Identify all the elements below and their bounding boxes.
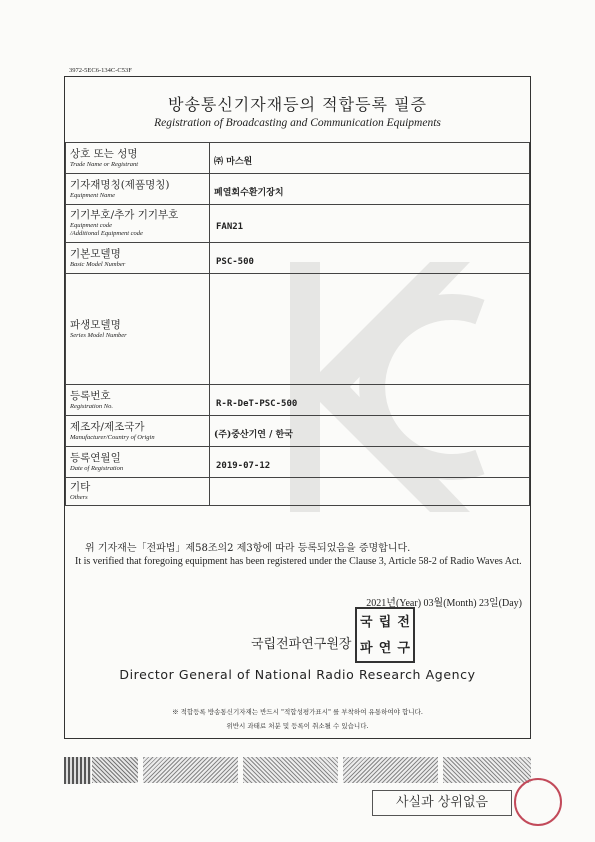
row-label-ko: 등록연월일 xyxy=(70,451,121,464)
row-label-en: Date of Registration xyxy=(70,464,124,472)
seal-char: 국 xyxy=(360,614,373,630)
others-value xyxy=(214,490,216,500)
table-row xyxy=(66,385,530,416)
issuer-title-en: Director General of National Radio Research Agency xyxy=(119,667,476,682)
table-row xyxy=(66,478,530,506)
table-row xyxy=(66,174,530,205)
row-label-ko: 제조자/제조국가 xyxy=(70,420,145,433)
row-label-en: Series Model Number xyxy=(70,331,127,339)
certification-statement-ko: 위 기자재는「전파법」제58조의2 제3항에 따라 등록되었음을 증명합니다. xyxy=(85,543,411,554)
barcode-icon xyxy=(92,757,138,783)
table-row xyxy=(66,274,530,385)
row-label-en: Basic Model Number xyxy=(70,260,126,268)
equipment-name-value: 폐열회수환기장치 xyxy=(214,187,284,198)
seal-char: 립 xyxy=(378,614,392,630)
verification-stamp: 사실과 상위없음 xyxy=(372,790,512,816)
row-label-ko: 기기부호/추가 기기부호 xyxy=(70,209,179,221)
series-model-value xyxy=(214,328,216,338)
trade-name-value: ㈜ 마스원 xyxy=(214,156,253,167)
table-row xyxy=(66,205,530,243)
title-korean: 방송통신기자재등의 적합등록 필증 xyxy=(167,95,427,114)
row-label-ko: 등록번호 xyxy=(70,389,111,402)
seal-char: 구 xyxy=(397,640,410,656)
official-seal xyxy=(355,607,415,663)
row-label-ko: 기본모델명 xyxy=(70,247,121,260)
basic-model-value: PSC-500 xyxy=(216,256,254,267)
row-label-ko: 상호 또는 성명 xyxy=(70,147,138,160)
equipment-code-value: FAN21 xyxy=(216,222,244,232)
notice xyxy=(65,705,530,733)
row-label-en-2: /Additional Equipment code xyxy=(70,230,143,237)
seal-char: 파 xyxy=(360,640,373,656)
title-english: Registration of Broadcasting and Communication Equipments xyxy=(154,117,441,129)
barcode-icon xyxy=(343,757,438,783)
certification-statement-en: It is verified that foregoing equipment has been registered under the Clause 3, Article 58-2 of Radio Waves Act. xyxy=(75,556,522,567)
notice-line-1: ※ 적합등록 방송통신기자재는 반드시 "적합성평가표시" 를 부착하여 유통하여야 합니다. xyxy=(172,708,423,716)
manufacturer-value: (주)중산기연 / 한국 xyxy=(214,429,293,440)
registration-date-value: 2019-07-12 xyxy=(216,460,271,471)
issuer-title-ko: 국립전파연구원장 xyxy=(251,637,352,652)
registration-table xyxy=(65,142,530,506)
red-seal-icon xyxy=(514,778,562,826)
seal-char: 연 xyxy=(378,640,392,656)
row-label-en: Manufacturer/Country of Origin xyxy=(70,433,155,441)
barcode-icon xyxy=(243,757,338,783)
certificate-frame xyxy=(64,76,531,739)
issue-date: 2021년(Year) 03월(Month) 23일(Day) xyxy=(366,598,522,609)
row-label-en: Registration No. xyxy=(70,402,113,410)
barcode-icon xyxy=(143,757,238,783)
table-row xyxy=(66,447,530,478)
row-label-ko: 파생모델명 xyxy=(70,318,121,331)
row-label-ko: 기타 xyxy=(70,481,91,493)
qr-code-icon xyxy=(64,757,91,784)
seal-char: 전 xyxy=(397,614,410,630)
notice-line-2: 위반시 과태료 처분 및 등록이 취소될 수 있습니다. xyxy=(226,722,369,730)
row-label-ko: 기자재명칭(제품명칭) xyxy=(70,178,170,191)
document-id: 3972-5EC6-134C-C53F xyxy=(69,67,132,74)
table-row xyxy=(66,243,530,274)
row-label-en: Equipment code xyxy=(70,222,113,229)
table-row xyxy=(66,143,530,174)
table-row xyxy=(66,416,530,447)
barcode-icon xyxy=(443,757,531,783)
row-label-en: Trade Name or Registrant xyxy=(70,160,139,168)
row-label-en: Others xyxy=(70,494,88,501)
registration-number-value: R-R-DeT-PSC-500 xyxy=(216,398,298,409)
row-label-en: Equipment Name xyxy=(70,191,115,199)
